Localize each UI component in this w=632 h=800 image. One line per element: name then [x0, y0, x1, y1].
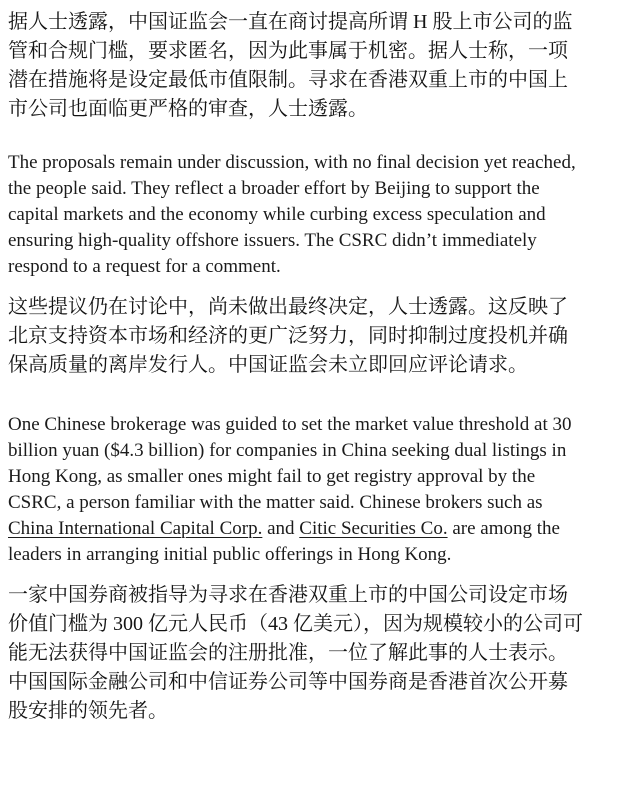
- paragraph-text-segment: are among the leaders in arranging initial public offerings in Hong Kong.: [8, 518, 560, 565]
- paragraph-en-proposals: The proposals remain under discussion, with no final decision yet reached, the people said. They reflect a broader effort by Beijing to support the capital markets and the economy while curbing excess speculation and ensuring high-quality offshore issuers. The CSRC didn’t immediately respond to a request for a comment.: [8, 152, 576, 277]
- paragraph-text-segment: One Chinese brokerage was guided to set the market value threshold at 30 billion yuan ($4.3 billion) for companies in China seeking dual listings in Hong Kong, as smaller ones might fail to get registry approval by the CSRC, a person familiar with the matter said. Chinese brokers such as: [8, 414, 572, 513]
- paragraph-zh-proposals-translation: 这些提议仍在讨论中，尚未做出最终决定，人士透露。这反映了北京支持资本市场和经济的更广泛努力，同时抑制过度投机并确保高质量的离岸发行人。中国证监会未立即回应评论请求。: [8, 296, 568, 376]
- paragraph-text-segment: and: [262, 518, 300, 539]
- link-citic-securities-co[interactable]: Citic Securities Co.: [299, 518, 448, 539]
- paragraph-zh-brokerage-translation: 一家中国券商被指导为寻求在香港双重上市的中国公司设定市场价值门槛为 300 亿元人民币（43 亿美元），因为规模较小的公司可能无法获得中国证监会的注册批准，一位了解此事的人士表示。中国国际金融公司和中信证券公司等中国券商是香港首次公开募股安排的领先者。: [8, 584, 583, 722]
- link-china-international-capital-corp[interactable]: China International Capital Corp.: [8, 518, 263, 539]
- paragraph-zh-regulation: 据人士透露，中国证监会一直在商讨提高所谓 H 股上市公司的监管和合规门槛，要求匿名，因为此事属于机密。据人士称，一项潜在措施将是设定最低市值限制。寻求在香港双重上市的中国上市公司也面临更严格的审查，人士透露。: [8, 11, 573, 120]
- paragraph-en-brokerage: [8, 412, 584, 568]
